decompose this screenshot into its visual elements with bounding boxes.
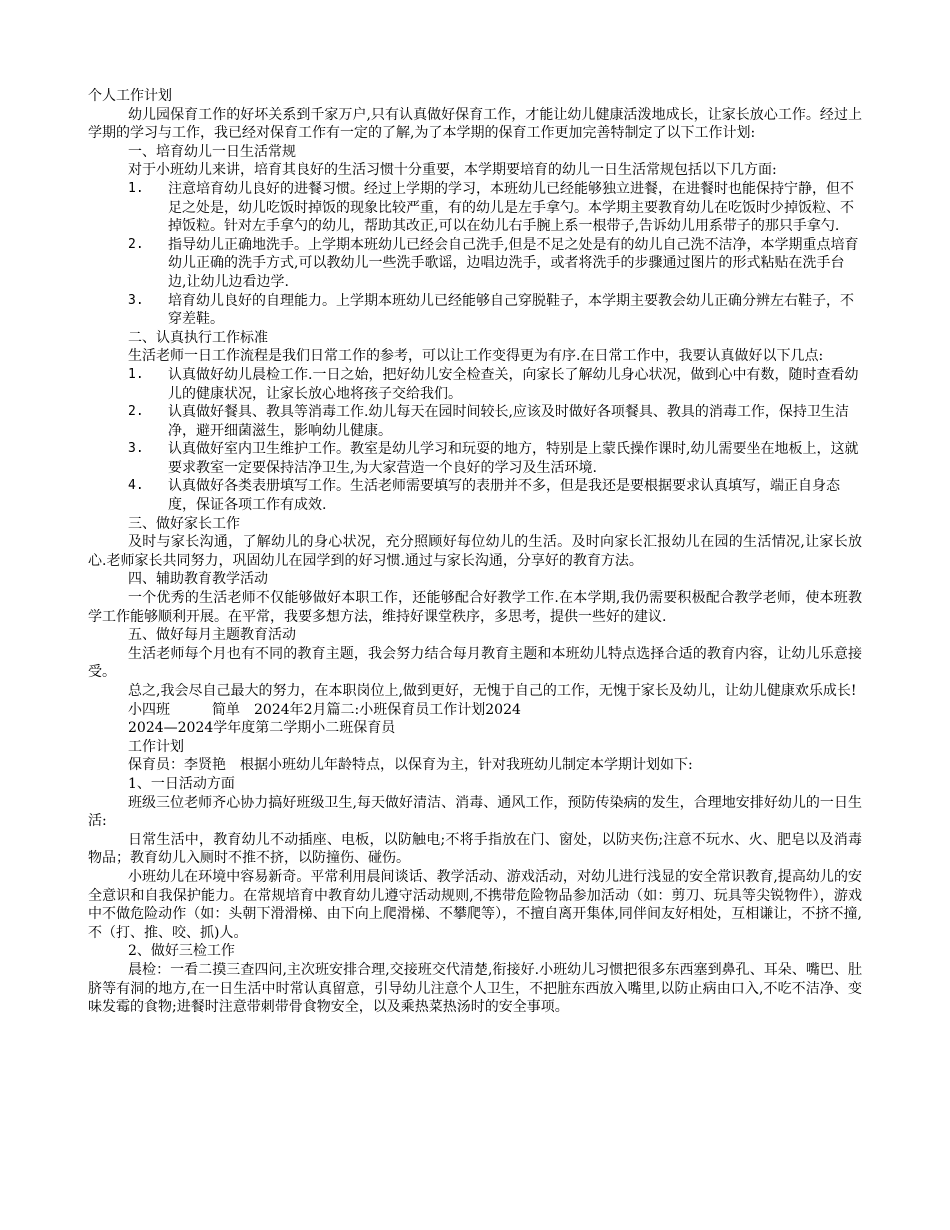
section-1-list (88, 180, 862, 329)
section-4-text: 一个优秀的生活老师不仅能够做好本职工作，还能够配合好教学工作.在本学期,我仍需要积极配合教学老师，使本班教学工作能够顺利开展。在平常，我要多想方法，维持好课堂秩序，多思考，提供一些好的建议. (88, 590, 862, 625)
section-2-list (88, 366, 862, 515)
part2-paragraph-1: 班级三位老师齐心协力搞好班级卫生,每天做好清洁、消毒、通风工作，预防传染病的发生，合理地安排好幼儿的一日生活: (88, 794, 862, 830)
section-3-text: 及时与家长沟通，了解幼儿的身心状况，充分照顾好每位幼儿的生活。及时向家长汇报幼儿在园的生活情况,让家长放心.老师家长共同努力，巩固幼儿在园学到的好习惯.通过与家长沟通，分享好的教育方法。 (88, 534, 862, 569)
intro-paragraph: 幼儿园保育工作的好坏关系到千家万户,只有认真做好保育工作，才能让幼儿健康活泼地成长，让家长放心工作。经过上学期的学习与工作，我已经对保育工作有一定的了解,为了本学期的保育工作更加完善特制定了以下工作计划: (88, 106, 862, 142)
list-item-text: 指导幼儿正确地洗手。上学期本班幼儿已经会自己洗手,但是不足之处是有的幼儿自己洗不洁净，本学期重点培育幼儿正确的洗手方式,可以教幼儿一些洗手歌谣，边唱边洗手，或者将洗手的步骤通过图片的形式粘贴在洗手台边,让幼儿边看边学. (168, 236, 859, 290)
section-heading-5: 五、做好每月主题教育活动 (128, 627, 296, 644)
list-number: 3. (128, 292, 144, 308)
staff-line: 保育员：李贤艳 根据小班幼儿年龄特点，以保育为主，针对我班幼儿制定本学期计划如下: (128, 757, 693, 774)
list-item-text: 认真做好各类表册填写工作。生活老师需要填写的表册并不多，但是我还是要根据要求认真填写，端正自身态度，保证各项工作有成效. (168, 478, 840, 514)
list-item-text: 注意培育幼儿良好的进餐习惯。经过上学期的学习，本班幼儿已经能够独立进餐，在进餐时也能保持宁静，但不足之处是，幼儿吃饭时掉饭的现象比较严重，有的幼儿是左手拿勺。本学期主要教育幼儿在吃饭时少掉饭粒、不掉饭粒。针对左手拿勺的幼儿，帮助其改正,可以在幼儿右手腕上系一根带子,告诉幼儿用系带子的那只手拿勺. (168, 180, 854, 235)
doc-title: 个人工作计划 (88, 88, 172, 104)
list-item-text: 认真做好餐具、教具等消毒工作.幼儿每天在园时间较长,应该及时做好各项餐具、教具的消毒工作，保持卫生洁净，避开细菌滋生，影响幼儿健康。 (168, 404, 849, 439)
section-1-text: 对于小班幼儿来讲，培育其良好的生活习惯十分重要，本学期要培育的幼儿一日生活常规包括以下几方面: (128, 162, 777, 179)
list-item-text: 培育幼儿良好的自理能力。上学期本班幼儿已经能够自己穿脱鞋子，本学期主要教会幼儿正确分辨左右鞋子，不穿差鞋。 (168, 292, 854, 328)
section-heading-4: 四、辅助教育教学活动 (128, 571, 268, 588)
list-item (88, 440, 862, 477)
signature-line: 小四班 简单 2024年2月篇二:小班保育员工作计划2024 (128, 701, 521, 718)
list-item (88, 477, 862, 514)
part2-paragraph-4: 晨检：一看二摸三查四问,主次班安排合理,交接班交代清楚,衔接好.小班幼儿习惯把很多东西塞到鼻孔、耳朵、嘴巴、肚脐等有洞的地方,在一日生活中时常认真留意，引导幼儿注意个人卫生，不把脏东西放入嘴里,以防止病由口入,不吃不洁净、变味发霉的食物;进餐时注意带刺带骨食物安全，以及乘热菜热汤时的安全事项。 (88, 961, 862, 1016)
list-number: 1. (128, 180, 144, 196)
list-item-text: 认真做好室内卫生维护工作。教室是幼儿学习和玩耍的地方，特别是上蒙氏操作课时,幼儿需要坐在地板上，这就要求教室一定要保持洁净卫生,为大家营造一个良好的学习及生活环境. (168, 441, 859, 476)
subheading-three-checks: 2、做好三检工作 (128, 943, 235, 960)
list-item (88, 180, 862, 236)
list-item-text: 认真做好幼儿晨检工作.一日之始，把好幼儿安全检查关，向家长了解幼儿身心状况，做到心中有数，随时查看幼儿的健康状况，让家长放心地将孩子交给我们。 (168, 366, 859, 402)
list-item (88, 292, 862, 329)
part2-paragraph-2: 日常生活中，教育幼儿不动插座、电板，以防触电;不将手指放在门、窗处，以防夹伤;注意不玩水、火、肥皂以及消毒物品；教育幼儿入厕时不推不挤，以防撞伤、碰伤。 (88, 831, 862, 867)
part2-paragraph-3: 小班幼儿在环境中容易新奇。平常利用晨间谈话、教学活动、游戏活动，对幼儿进行浅显的安全常识教育,提高幼儿的安全意识和自我保护能力。在常规培育中教育幼儿遵守活动规则,不携带危险物品参加活动（如：剪刀、玩具等尖锐物件），游戏中不做危险动作（如：头朝下滑滑梯、由下向上爬滑梯、不攀爬等），不擅自离开集体,同伴间友好相处，互相谦让，不挤不撞,不（打、推、咬、抓)人。 (88, 868, 862, 941)
section-heading-1: 一、培育幼儿一日生活常规 (128, 143, 296, 160)
section-heading-3: 三、做好家长工作 (128, 515, 240, 532)
section-2-text: 生活老师一日工作流程是我们日常工作的参考，可以让工作变得更为有序.在日常工作中，我要认真做好以下几点: (128, 348, 824, 365)
section-5-text: 生活老师每个月也有不同的教育主题，我会努力结合每月教育主题和本班幼儿特点选择合适的教育内容，让幼儿乐意接受。 (88, 645, 862, 681)
list-number: 3. (128, 441, 144, 457)
plan-title-line: 2024—2024学年度第二学期小二班保育员 (128, 720, 396, 737)
conclusion-paragraph: 总之,我会尽自己最大的努力，在本职岗位上,做到更好，无愧于自己的工作，无愧于家长及幼儿，让幼儿健康欢乐成长! (128, 683, 857, 699)
list-number: 4. (128, 478, 144, 494)
section-heading-2: 二、认真执行工作标准 (128, 329, 268, 346)
list-number: 2. (128, 236, 144, 252)
list-number: 2. (128, 404, 144, 420)
list-item (88, 403, 862, 440)
list-number: 1. (128, 366, 144, 382)
list-item (88, 366, 862, 403)
subheading-daily-activities: 1、一日活动方面 (128, 775, 235, 792)
plan-title-line-2: 工作计划 (128, 738, 184, 755)
list-item (88, 236, 862, 292)
